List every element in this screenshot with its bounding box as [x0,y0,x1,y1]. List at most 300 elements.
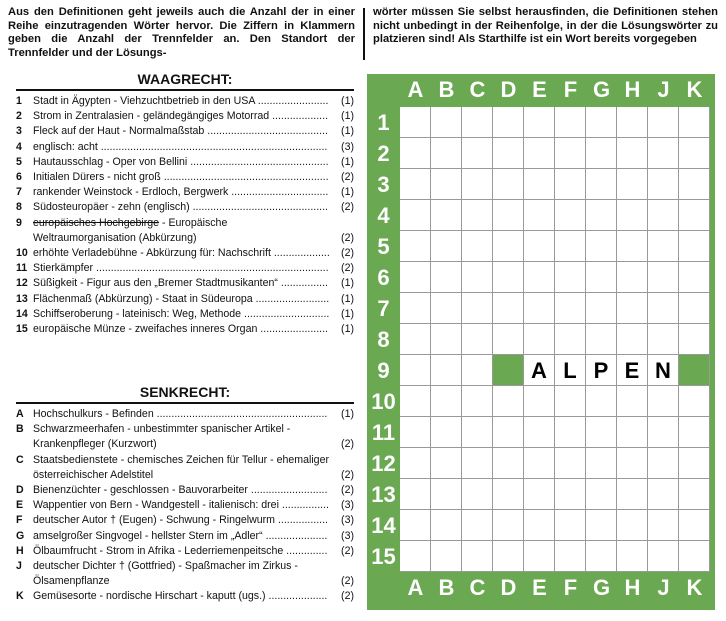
down-clue-number: K [16,590,24,603]
across-clue-number: 1 [16,95,22,107]
down-clue [16,422,354,452]
column-header-bottom: H [624,575,641,600]
down-clue-leader-dots: ................. [275,514,328,527]
down-clue-text [33,407,330,422]
grid-cell[interactable] [462,262,493,293]
grid-cell[interactable] [400,324,431,355]
grid-cell[interactable] [431,293,462,324]
across-clue-text [33,246,330,261]
down-clue-number: G [16,529,25,542]
grid-cell[interactable] [586,293,617,324]
grid-cell[interactable] [648,107,679,138]
grid-cell[interactable] [431,231,462,262]
column-header-bottom: D [500,575,517,600]
grid-cell[interactable] [617,169,648,200]
down-clue-number: C [16,453,24,466]
grid-cell[interactable] [400,293,431,324]
column-header-top: D [500,77,517,102]
grid-cell[interactable] [586,541,617,572]
grid-cell[interactable] [679,262,710,293]
across-clue-definition: erhöhte Verladebühne - Abkürzung für: Nachschrift [33,247,271,260]
grid-cell[interactable] [555,448,586,479]
across-clue-separator-count: (2) [341,231,354,244]
across-heading: WAAGRECHT: [137,71,233,87]
across-clue-leader-dots: ............................. [241,307,330,320]
grid-cell[interactable] [462,231,493,262]
row-header: 5 [377,234,390,259]
grid-cell[interactable] [617,355,648,386]
grid-cell[interactable] [462,510,493,541]
grid-cell[interactable] [462,107,493,138]
grid-cell[interactable] [679,200,710,231]
intro-divider [363,8,365,60]
grid-cell[interactable] [524,169,555,200]
grid-cell[interactable] [648,448,679,479]
down-clue-separator-count: (2) [341,575,354,588]
down-clue [16,407,354,422]
grid-cell[interactable] [648,169,679,200]
across-clue [16,322,354,337]
grid-cell[interactable] [400,138,431,169]
grid-cell[interactable] [431,510,462,541]
grid-cell[interactable] [524,293,555,324]
across-clue [16,200,354,215]
grid-cell[interactable] [586,448,617,479]
down-clue-leader-dots: ..................... [262,529,328,542]
column-header-top: F [563,77,578,102]
column-header-bottom: C [469,575,486,600]
given-letter: N [655,358,671,383]
down-clue-number: J [16,560,22,573]
row-header: 11 [371,420,396,445]
grid-cell[interactable] [462,541,493,572]
row-header: 8 [377,327,390,352]
grid-cell[interactable] [648,200,679,231]
down-clue [16,453,354,483]
grid-cell[interactable] [431,448,462,479]
grid-cell[interactable] [524,262,555,293]
across-clue-definition: Strom in Zentralasien - geländegängiges Motorrad [33,110,270,123]
down-clue-definition: amselgroßer Singvogel - hellster Stern im „Adler“ [33,529,263,542]
grid-cell[interactable] [462,169,493,200]
across-clue-number: 6 [16,171,22,184]
intro-text-right: wörter müssen Sie selbst herausfinden, die Definitionen stehen nicht unbedingt in der Reihenfolge, in der die Lösungswörter zu platzieren sind! Als Starthilfe ist ein Wort bereits vorgegeben [373,6,718,46]
grid-cell[interactable] [462,355,493,386]
grid-cell[interactable] [679,386,710,417]
grid-cell[interactable] [431,169,462,200]
grid-cell[interactable] [431,417,462,448]
grid-cell[interactable] [493,138,524,169]
grid-cell[interactable] [462,138,493,169]
column-header-top: K [686,77,703,102]
grid-cell[interactable] [462,448,493,479]
grid-cell[interactable] [555,138,586,169]
grid-cell[interactable] [493,169,524,200]
down-clue-separator-count: (2) [341,590,354,603]
grid-cell[interactable] [555,510,586,541]
grid-cell[interactable] [431,355,462,386]
grid-cell[interactable] [648,510,679,541]
grid-cell[interactable] [679,541,710,572]
across-clue-text [33,170,330,185]
across-clue-definition: Stadt in Ägypten - Viehzuchtbetrieb in den USA [33,95,255,107]
across-clue [16,109,354,124]
grid-cell[interactable] [617,200,648,231]
across-clue-separator-count: (1) [341,95,354,107]
across-heading-rule [16,89,354,91]
grid-cell[interactable] [617,386,648,417]
across-clue-leader-dots: ................ [277,277,328,290]
grid-cell[interactable] [493,324,524,355]
grid-cell[interactable] [555,355,586,386]
down-clue-text [33,483,330,498]
across-clue-number: 12 [16,277,28,290]
grid-cell[interactable] [586,169,617,200]
grid-cell[interactable] [648,231,679,262]
grid-cell[interactable] [493,262,524,293]
row-header: 15 [371,544,396,569]
across-clue [16,94,354,109]
column-header-bottom: A [407,575,424,600]
column-header-bottom: E [532,575,547,600]
grid-cell[interactable] [524,138,555,169]
across-clue-leader-dots: ............................................... [187,155,329,168]
down-clue-definition: Bienenzüchter - geschlossen - Bauvorarbeiter [33,484,248,497]
down-clue [16,589,354,604]
grid-cell[interactable] [400,541,431,572]
grid-cell[interactable] [555,293,586,324]
row-header: 6 [377,265,390,290]
grid-cell[interactable] [462,386,493,417]
grid-cell[interactable] [617,262,648,293]
separator-cell [493,355,524,386]
across-clue-definition: Stierkämpfer [33,262,94,275]
grid-cell[interactable] [586,138,617,169]
column-header-top: C [469,77,486,102]
across-clue [16,170,354,185]
grid-cell[interactable] [586,386,617,417]
grid-cell[interactable] [555,262,586,293]
grid-cell[interactable] [617,324,648,355]
across-clue-text [33,124,330,139]
column-header-top: J [657,77,670,102]
grid-cell[interactable] [400,448,431,479]
grid-cell[interactable] [431,541,462,572]
across-clue-separator-count: (2) [341,247,354,260]
grid-cell[interactable] [493,541,524,572]
grid-cell[interactable] [400,200,431,231]
column-header-top: A [407,77,424,102]
grid-cell[interactable] [555,107,586,138]
down-clue-text [33,589,330,604]
grid-cell[interactable] [648,293,679,324]
grid-cell[interactable] [493,448,524,479]
across-clue-definition: Süßigkeit - Figur aus den „Bremer Stadtmusikanten“ [33,277,278,290]
down-clue-text [33,513,330,528]
grid-cell[interactable] [555,200,586,231]
down-clue-definition: deutscher Dichter † (Gottfried) - Spaßmacher im Zirkus - Ölsamenpflanze [33,560,298,588]
grid-cell[interactable] [462,324,493,355]
grid-cell[interactable] [555,541,586,572]
down-clue-leader-dots: .......................................................... [153,408,328,420]
grid-cell[interactable] [431,138,462,169]
row-header: 3 [377,172,390,197]
across-clue-definition: rankender Weinstock - Erdloch, Bergwerk [33,186,229,199]
grid-cell[interactable] [679,448,710,479]
grid-cell[interactable] [586,324,617,355]
grid-cell[interactable] [648,386,679,417]
grid-cell[interactable] [524,417,555,448]
column-header-top: E [532,77,547,102]
down-clue-leader-dots: .................... [265,590,328,603]
grid-cell[interactable] [555,417,586,448]
grid-cell[interactable] [462,479,493,510]
across-clue-separator-count: (1) [341,155,354,168]
grid-cell[interactable] [586,510,617,541]
grid-cell[interactable] [555,324,586,355]
grid-cell[interactable] [648,355,679,386]
down-clue-text [33,544,330,559]
down-clue-number: H [16,544,24,557]
down-clue-definition: Gemüsesorte - nordische Hirschart - kaputt (ugs.) [33,590,266,603]
grid-cell[interactable] [431,386,462,417]
grid-cell[interactable] [524,200,555,231]
down-clue-text [33,529,330,544]
grid-cell[interactable] [555,169,586,200]
grid-cell[interactable] [400,510,431,541]
grid-cell[interactable] [617,541,648,572]
row-header: 1 [377,110,390,135]
down-heading: SENKRECHT: [139,384,231,400]
grid-cell[interactable] [493,231,524,262]
down-clue-separator-count: (3) [341,499,354,512]
across-clue-separator-count: (1) [341,277,354,290]
across-clue [16,276,354,291]
grid-cell[interactable] [524,448,555,479]
across-clue-leader-dots: ....................... [257,323,328,336]
down-clue-text [33,453,330,483]
grid-cell[interactable] [400,262,431,293]
across-clue-number: 5 [16,155,22,168]
grid-cell[interactable] [648,479,679,510]
grid-cell[interactable] [431,200,462,231]
grid-cell[interactable] [555,479,586,510]
grid-cell[interactable] [524,479,555,510]
grid-cell[interactable] [400,355,431,386]
down-clue-definition: Staatsbedienstete - chemisches Zeichen für Tellur - ehemaliger österreichischer Adelstitel [33,453,329,481]
grid-cell[interactable] [431,324,462,355]
across-clue-definition: - Europäische Weltraumorganisation (Abkürzung) [33,216,228,244]
down-clue [16,498,354,513]
down-clue [16,559,354,589]
across-clue-text [33,200,330,215]
grid-cell[interactable] [617,510,648,541]
across-clue [16,261,354,276]
grid-cell[interactable] [493,510,524,541]
grid-cell[interactable] [400,417,431,448]
across-clue-leader-dots: ............................................................................... [93,262,329,275]
grid-cell[interactable] [524,355,555,386]
grid-cell[interactable] [679,138,710,169]
grid-cell[interactable] [648,541,679,572]
row-header: 2 [377,141,390,166]
across-clue-struck-text: europäisches Hochgebirge [33,216,160,229]
grid-cell[interactable] [617,107,648,138]
grid-cell[interactable] [648,262,679,293]
grid-cell[interactable] [400,386,431,417]
across-clue-text [33,185,330,200]
down-clue [16,529,354,544]
down-clue-definition: Wappentier von Bern - Wandgestell - italienisch: drei [33,499,279,512]
down-clue [16,544,354,559]
grid-cell[interactable] [400,107,431,138]
down-clue-definition: Hochschulkurs - Befinden [33,408,154,420]
grid-cell[interactable] [586,231,617,262]
grid-cell[interactable] [555,386,586,417]
across-clue-definition: Hautausschlag - Oper von Bellini [33,155,188,168]
across-clue-text [33,216,330,246]
down-clue-leader-dots: .............. [283,544,328,557]
across-clue-separator-count: (1) [341,186,354,199]
grid-cell[interactable] [400,479,431,510]
grid-cell[interactable] [524,324,555,355]
row-header: 12 [371,451,396,476]
across-clue-text [33,261,330,276]
grid-cell[interactable] [555,231,586,262]
across-clue [16,140,354,155]
grid-cell[interactable] [586,107,617,138]
across-clue-leader-dots: ............................................................................. [97,140,328,153]
grid-cell[interactable] [400,169,431,200]
separator-cell [679,355,710,386]
grid-cell[interactable] [524,231,555,262]
row-header: 9 [377,358,390,383]
across-clue-text [33,292,330,307]
grid-cell[interactable] [679,293,710,324]
grid-cell[interactable] [679,169,710,200]
grid-cell[interactable] [617,231,648,262]
across-clue [16,246,354,261]
across-clue-separator-count: (2) [341,201,354,214]
across-clue-leader-dots: ................... [269,110,329,123]
down-clue-list [16,407,354,605]
down-clue-text [33,559,330,589]
grid-cell[interactable] [493,107,524,138]
grid-cell[interactable] [524,510,555,541]
grid-cell[interactable] [617,293,648,324]
grid-cell[interactable] [586,417,617,448]
across-clue-number: 11 [16,262,28,275]
grid-cell[interactable] [617,417,648,448]
across-clue-definition: Südosteuropäer - zehn (englisch) [33,201,190,214]
across-clue [16,124,354,139]
across-clue-number: 13 [16,292,28,305]
across-clue-separator-count: (1) [341,323,354,336]
grid-cell[interactable] [400,231,431,262]
grid-cell[interactable] [586,262,617,293]
grid-cell[interactable] [431,479,462,510]
grid-cell[interactable] [462,200,493,231]
across-clue-text [33,94,330,109]
grid-cell[interactable] [493,417,524,448]
grid-cell[interactable] [679,417,710,448]
across-clue-separator-count: (1) [341,110,354,123]
column-header-bottom: J [657,575,670,600]
row-header: 10 [371,389,396,414]
grid-cell[interactable] [493,479,524,510]
grid-cell[interactable] [679,231,710,262]
crossword-grid [367,74,715,610]
grid-cell[interactable] [524,107,555,138]
across-clue-leader-dots: .............................................. [189,201,328,214]
grid-cell[interactable] [679,510,710,541]
grid-cell[interactable] [648,324,679,355]
row-header: 4 [377,203,390,228]
given-letter: L [563,358,577,383]
grid-cell[interactable] [679,479,710,510]
grid-cell[interactable] [586,200,617,231]
row-header: 14 [371,513,396,538]
grid-cell[interactable] [462,293,493,324]
grid-cell[interactable] [679,107,710,138]
grid-cell[interactable] [524,386,555,417]
grid-cell[interactable] [493,293,524,324]
down-clue-definition: deutscher Autor † (Eugen) - Schwung - Ringelwurm [33,514,276,527]
grid-cell[interactable] [586,355,617,386]
down-clue-text [33,498,330,513]
grid-cell[interactable] [617,138,648,169]
grid-cell[interactable] [617,479,648,510]
grid-cell[interactable] [431,107,462,138]
grid-cell[interactable] [431,262,462,293]
across-clue-leader-dots: ........................ [254,95,329,107]
across-clue-text [33,109,330,124]
column-header-bottom: G [592,575,611,600]
down-clue-definition: Ölbaumfrucht - Strom in Afrika - Lederriemenpeitsche [33,544,284,557]
grid-cell[interactable] [462,417,493,448]
across-clue-leader-dots: ................................. [228,186,329,199]
grid-cell[interactable] [493,386,524,417]
down-clue-number: E [16,499,24,512]
grid-cell[interactable] [617,448,648,479]
across-clue-text [33,276,330,291]
down-clue-number: F [16,514,23,527]
grid-cell[interactable] [679,324,710,355]
grid-cell[interactable] [493,200,524,231]
across-clue-separator-count: (2) [341,262,354,275]
column-header-top: B [438,77,455,102]
down-clue-separator-count: (3) [341,529,354,542]
across-clue-separator-count: (2) [341,171,354,184]
column-header-bottom: B [438,575,455,600]
across-clue-list [16,94,354,337]
across-clue-number: 3 [16,125,22,138]
across-clue-leader-dots: ........................................................ [160,171,329,184]
across-clue-separator-count: (1) [341,307,354,320]
grid-cell[interactable] [648,138,679,169]
down-clue-separator-count: (2) [341,438,354,451]
across-clue [16,155,354,170]
grid-cell[interactable] [524,541,555,572]
across-clue-text [33,307,330,322]
column-header-top: H [624,77,641,102]
down-clue-leader-dots: ................ [278,499,329,512]
grid-cell[interactable] [648,417,679,448]
grid-cell[interactable] [586,479,617,510]
across-clue-leader-dots: ......................................... [204,125,328,138]
across-clue-number: 9 [16,216,22,229]
down-clue-number: A [16,408,24,420]
